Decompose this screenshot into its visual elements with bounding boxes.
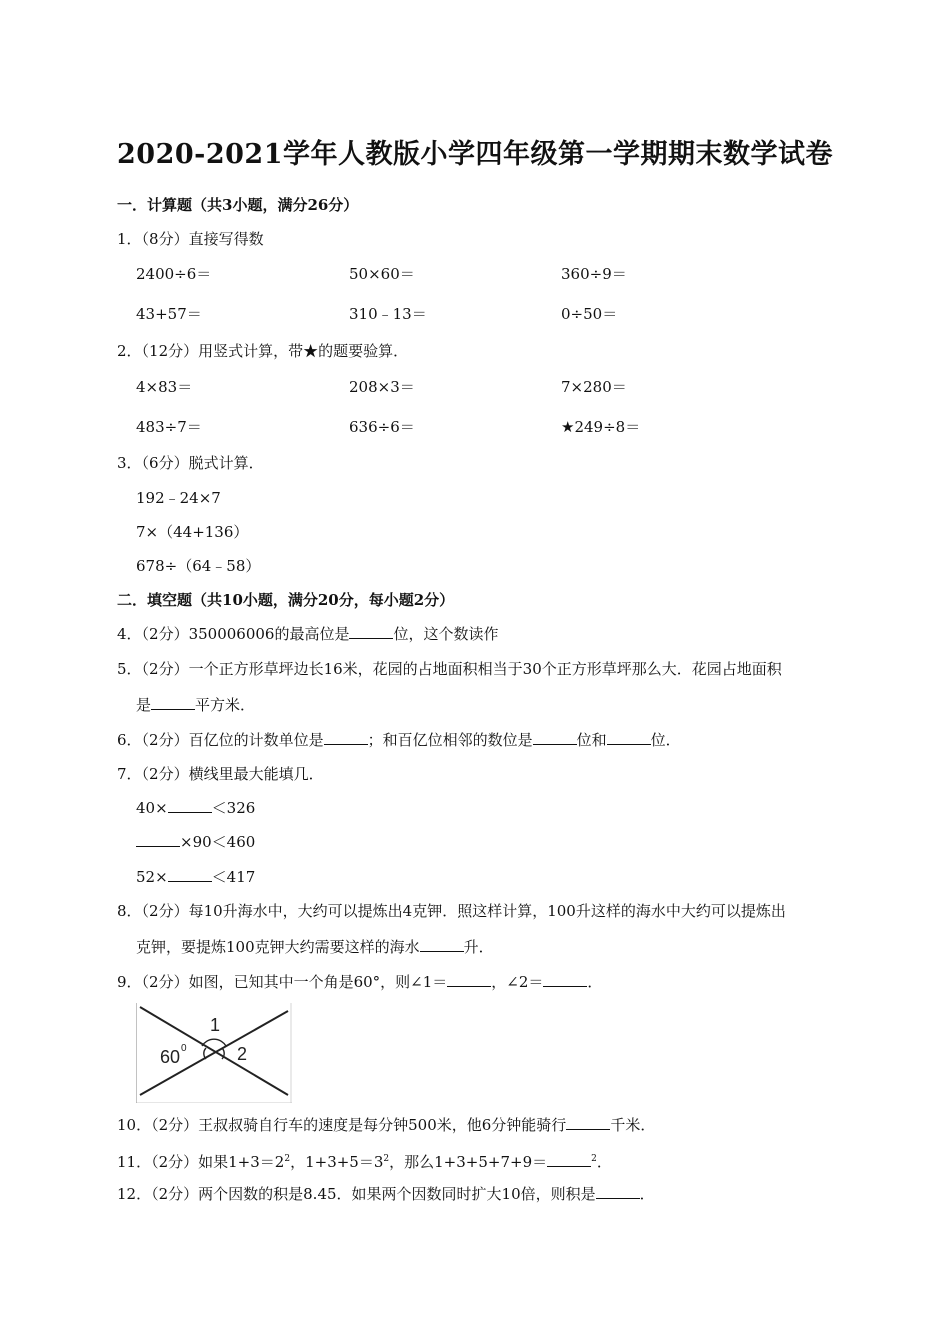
q12-text: 12．（2分）两个因数的积是8.45．如果两个因数同时扩大10倍，则积是 bbox=[117, 1185, 596, 1203]
q5-text: 平方米． bbox=[195, 696, 256, 714]
q5-text: 是 bbox=[136, 696, 152, 714]
answer-blank[interactable] bbox=[596, 1184, 640, 1199]
q2-item: 4×83＝ bbox=[136, 378, 193, 396]
q7-item bbox=[136, 867, 255, 887]
q1-item: 2400÷6＝ bbox=[136, 265, 212, 283]
q12-text: ． bbox=[639, 1185, 655, 1203]
question-7-stem: 7．（2分）横线里最大能填几． bbox=[117, 765, 324, 783]
question-6 bbox=[117, 730, 681, 750]
q7-text: ＜326 bbox=[211, 799, 256, 817]
q10-text: 千米． bbox=[610, 1116, 656, 1134]
q7-text: 52× bbox=[136, 868, 168, 886]
question-11 bbox=[117, 1149, 612, 1172]
q1-item: 0÷50＝ bbox=[561, 305, 618, 323]
q9-text: ． bbox=[587, 973, 603, 991]
q3-item: 192﹣24×7 bbox=[136, 489, 221, 507]
q6-text: 6．（2分）百亿位的计数单位是 bbox=[117, 731, 324, 749]
q9-text: ，∠2＝ bbox=[491, 973, 544, 991]
q6-text: 位和 bbox=[576, 731, 607, 749]
question-10 bbox=[117, 1115, 655, 1135]
q8-text: 克钾，要提炼100克钾大约需要这样的海水 bbox=[136, 938, 420, 956]
answer-blank[interactable] bbox=[168, 798, 212, 813]
answer-blank[interactable] bbox=[151, 695, 195, 710]
question-8-line-1: 8．（2分）每10升海水中，大约可以提炼出4克钾．照这样计算，100升这样的海水中大约可以提炼出 bbox=[117, 902, 786, 920]
question-5-line-2 bbox=[136, 695, 255, 715]
answer-blank[interactable] bbox=[349, 624, 393, 639]
q7-item bbox=[136, 798, 255, 818]
q1-item: 50×60＝ bbox=[349, 265, 415, 283]
q7-item bbox=[136, 832, 255, 852]
answer-blank[interactable] bbox=[136, 832, 180, 847]
label-angle-2: 2 bbox=[237, 1044, 248, 1064]
q7-text: 40× bbox=[136, 799, 168, 817]
q3-item: 7×（44+136） bbox=[136, 523, 249, 541]
angle-2-arc bbox=[222, 1048, 224, 1059]
q8-text: 升． bbox=[463, 938, 494, 956]
q11-text: ，那么1+3+5+7+9＝ bbox=[389, 1153, 548, 1171]
q2-item: ★249÷8＝ bbox=[561, 418, 641, 436]
q11-text: ． bbox=[596, 1153, 612, 1171]
q6-text: 位． bbox=[650, 731, 681, 749]
angle-figure bbox=[136, 1003, 292, 1103]
answer-blank[interactable] bbox=[324, 730, 368, 745]
q7-text: ＜417 bbox=[211, 868, 256, 886]
q4-text: 位，这个数读作 bbox=[393, 625, 499, 643]
q1-item: 360÷9＝ bbox=[561, 265, 627, 283]
q11-text: ，1+3+5＝3 bbox=[290, 1153, 384, 1171]
q11-superscript: 2 bbox=[383, 1154, 390, 1164]
q1-item: 43+57＝ bbox=[136, 305, 202, 323]
question-9 bbox=[117, 972, 602, 992]
q2-item: 636÷6＝ bbox=[349, 418, 415, 436]
q6-text: ；和百亿位相邻的数位是 bbox=[367, 731, 533, 749]
question-8-line-2 bbox=[136, 937, 494, 957]
answer-blank[interactable] bbox=[533, 730, 577, 745]
section-1-heading: 一．计算题（共3小题，满分26分） bbox=[117, 196, 359, 214]
q11-text: 11．（2分）如果1+3＝2 bbox=[117, 1153, 285, 1171]
question-1-stem: 1．（8分）直接写得数 bbox=[117, 230, 264, 248]
section-2-heading: 二．填空题（共10小题，满分20分，每小题2分） bbox=[117, 591, 455, 609]
q10-text: 10．（2分）王叔叔骑自行车的速度是每分钟500米，他6分钟能骑行 bbox=[117, 1116, 567, 1134]
page-title: 2020-2021学年人教版小学四年级第一学期期末数学试卷 bbox=[117, 139, 833, 170]
answer-blank[interactable] bbox=[607, 730, 651, 745]
q11-superscript: 2 bbox=[591, 1154, 597, 1164]
answer-blank[interactable] bbox=[447, 972, 491, 987]
question-5-line-1: 5．（2分）一个正方形草坪边长16米，花园的占地面积相当于30个正方形草坪那么大．花园占地面积 bbox=[117, 660, 782, 678]
q1-item: 310﹣13＝ bbox=[349, 305, 427, 323]
answer-blank[interactable] bbox=[543, 972, 587, 987]
q9-text: 9．（2分）如图，已知其中一个角是60°，则∠1＝ bbox=[117, 973, 448, 991]
q2-item: 483÷7＝ bbox=[136, 418, 202, 436]
q7-text: ×90＜460 bbox=[180, 833, 256, 851]
question-12 bbox=[117, 1184, 655, 1204]
question-3-stem: 3．（6分）脱式计算． bbox=[117, 454, 264, 472]
q11-superscript: 2 bbox=[284, 1154, 291, 1164]
q3-item: 678÷（64﹣58） bbox=[136, 557, 261, 575]
label-degree-mark: 0 bbox=[181, 1043, 187, 1054]
answer-blank[interactable] bbox=[566, 1115, 610, 1130]
q2-item: 208×3＝ bbox=[349, 378, 415, 396]
question-4 bbox=[117, 624, 499, 644]
q4-text: 4．（2分）350006006的最高位是 bbox=[117, 625, 350, 643]
answer-blank[interactable] bbox=[420, 937, 464, 952]
q2-item: 7×280＝ bbox=[561, 378, 627, 396]
label-angle-1: 1 bbox=[210, 1015, 221, 1035]
label-60-degrees: 60 bbox=[160, 1047, 181, 1067]
answer-blank[interactable] bbox=[168, 867, 212, 882]
answer-blank[interactable] bbox=[547, 1152, 591, 1167]
question-2-stem: 2．（12分）用竖式计算，带★的题要验算． bbox=[117, 342, 409, 360]
